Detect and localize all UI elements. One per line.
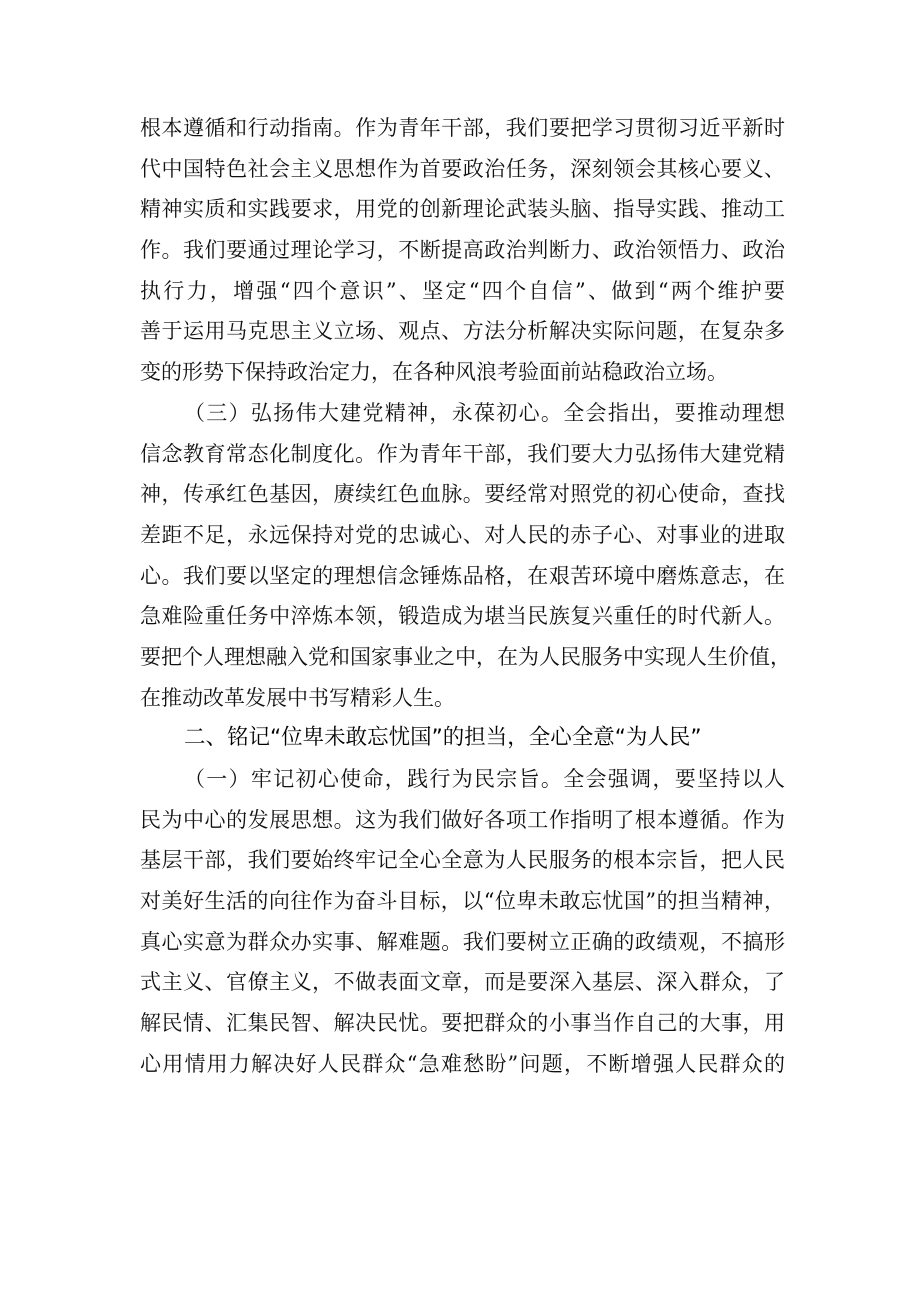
paragraph-line: 代中国特色社会主义思想作为首要政治任务，深刻领会其核心要义、 (140, 156, 785, 181)
paragraph-first-line: （三）弘扬伟大建党精神，永葆初心。全会指出，要推动理想 (184, 400, 785, 425)
paragraph-line: 善于运用马克思主义立场、观点、方法分析解决实际问题，在复杂多 (140, 319, 785, 344)
section-heading: 二、铭记“位卑未敢忘忧国”的担当，全心全意“为人民” (184, 725, 702, 751)
paragraph-line: 差距不足，永远保持对党的忠诚心、对人民的赤子心、对事业的进取 (140, 522, 785, 547)
paragraph-line: 根本遵循和行动指南。作为青年干部，我们要把学习贯彻习近平新时 (140, 116, 785, 140)
paragraph-line: 心。我们要以坚定的理想信念锤炼品格，在艰苦环境中磨炼意志，在 (140, 563, 785, 588)
paragraph-line: 变的形势下保持政治定力，在各种风浪考验面前站稳政治立场。 (140, 360, 728, 385)
paragraph-first-line: （一）牢记初心使命，践行为民宗旨。全会强调，要坚持以人 (184, 767, 785, 791)
paragraph-line: 式主义、官僚主义，不做表面文章，而是要深入基层、深入群众，了 (140, 970, 785, 995)
paragraph-line: 民为中心的发展思想。这为我们做好各项工作指明了根本遵循。作为 (140, 807, 785, 832)
paragraph-line: 真心实意为群众办实事、解难题。我们要树立正确的政绩观，不搞形 (140, 929, 785, 954)
paragraph-line: 作。我们要通过理论学习，不断提高政治判断力、政治领悟力、政治 (140, 238, 785, 263)
paragraph-line: 神，传承红色基因，赓续红色血脉。要经常对照党的初心使命，查找 (140, 482, 785, 507)
paragraph-line: 执行力，增强“四个意识”、坚定“四个自信”、做到“两个维护要 (140, 278, 785, 303)
paragraph-line: 心用情用力解决好人民群众“急难愁盼”问题，不断增强人民群众的 (140, 1051, 785, 1076)
paragraph-line: 要把个人理想融入党和国家事业之中，在为人民服务中实现人生价值， (140, 644, 791, 669)
paragraph-line: 对美好生活的向往作为奋斗目标，以“位卑未敢忘忧国”的担当精神， (140, 889, 785, 914)
paragraph-line: 基层干部，我们要始终牢记全心全意为人民服务的根本宗旨，把人民 (140, 848, 785, 873)
paragraph-line: 在推动改革发展中书写精彩人生。 (140, 685, 455, 710)
paragraph-line: 急难险重任务中淬炼本领，锻造成为堪当民族复兴重任的时代新人。 (140, 604, 785, 629)
paragraph-line: 信念教育常态化制度化。作为青年干部，我们要大力弘扬伟大建党精 (140, 441, 785, 466)
paragraph-line: 解民情、汇集民智、解决民忧。要把群众的小事当作自己的大事，用 (140, 1011, 785, 1036)
document-body (140, 108, 791, 1085)
paragraph-line: 精神实质和实践要求，用党的创新理论武装头脑、指导实践、推动工 (140, 197, 785, 222)
